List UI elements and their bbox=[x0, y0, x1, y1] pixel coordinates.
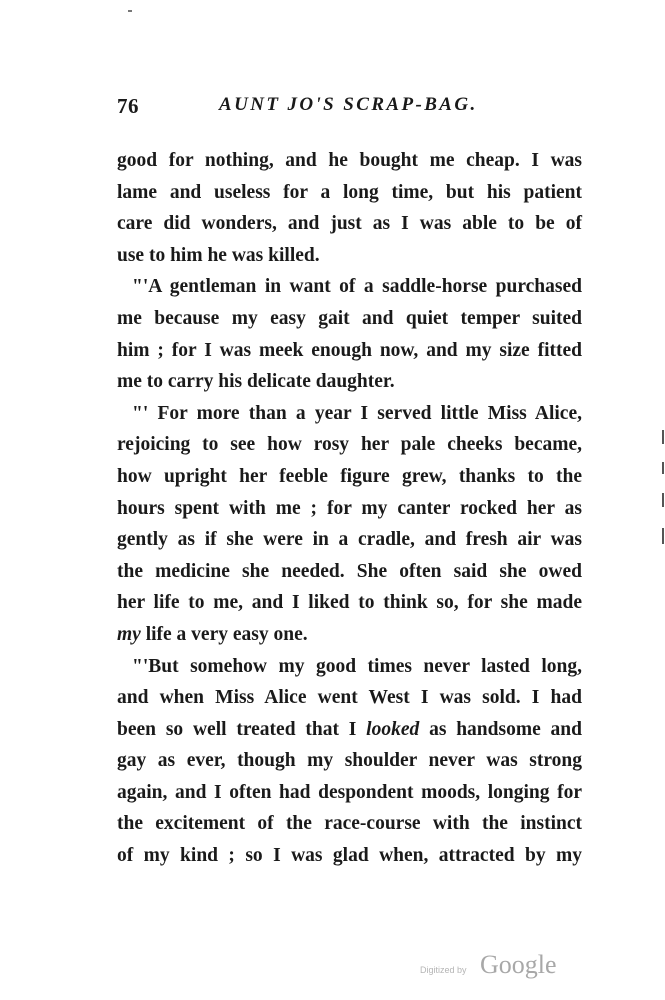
digitized-by-text: Digitized by bbox=[420, 965, 467, 975]
text-line: the excitement of the race-course with the instinct bbox=[117, 813, 582, 835]
text-line: how upright her feeble figure grew, thanks to the bbox=[117, 465, 582, 487]
text-line: her life to me, and I liked to think so, for she made bbox=[117, 592, 582, 614]
text-line: "'But somehow my good times never lasted long, bbox=[132, 655, 582, 677]
text-line: use to him he was killed. bbox=[117, 244, 320, 266]
running-head bbox=[117, 94, 597, 124]
italic-word: my bbox=[117, 623, 141, 645]
text-line: him ; for I was meek enough now, and my size fitted bbox=[117, 339, 582, 361]
text-line: me to carry his delicate daughter. bbox=[117, 371, 395, 393]
text-line: good for nothing, and he bought me cheap. I was bbox=[117, 150, 582, 171]
line-text: life a very easy one. bbox=[145, 623, 308, 645]
line-text: been so well treated that I bbox=[117, 718, 367, 740]
text-line: rejoicing to see how rosy her pale cheeks became, bbox=[117, 434, 582, 456]
margin-mark bbox=[662, 493, 664, 507]
text-line: "'A gentleman in want of a saddle-horse purchased bbox=[132, 276, 582, 298]
text-line: the medicine she needed. She often said she owed bbox=[117, 560, 582, 582]
text-line: hours spent with me ; for my canter rocked her as bbox=[117, 497, 582, 519]
italic-word: looked bbox=[366, 718, 420, 740]
text-line: care did wonders, and just as I was able to be of bbox=[117, 213, 582, 235]
body-text bbox=[117, 145, 582, 872]
text-line: and when Miss Alice went West I was sold. I had bbox=[117, 687, 582, 709]
print-speck bbox=[128, 10, 132, 12]
text-line: lame and useless for a long time, but his patient bbox=[117, 181, 582, 203]
book-title: AUNT JO'S SCRAP-BAG. bbox=[219, 94, 478, 115]
line-text: as handsome and bbox=[419, 718, 582, 740]
text-line bbox=[117, 619, 582, 651]
text-line: of my kind ; so I was glad when, attracted by my bbox=[117, 845, 582, 867]
page-number: 76 bbox=[117, 94, 139, 118]
text-line: gay as ever, though my shoulder never was strong bbox=[117, 750, 582, 772]
text-line bbox=[117, 714, 582, 746]
margin-mark bbox=[662, 528, 664, 544]
text-line: "' For more than a year I served little Miss Alice, bbox=[132, 402, 582, 424]
text-line: me because my easy gait and quiet temper suited bbox=[117, 307, 582, 329]
text-line: again, and I often had despondent moods, longing for bbox=[117, 781, 582, 803]
margin-mark bbox=[662, 462, 664, 474]
text-line: gently as if she were in a cradle, and fresh air was bbox=[117, 529, 582, 551]
margin-mark bbox=[662, 430, 664, 444]
google-logo: Google bbox=[480, 950, 557, 979]
